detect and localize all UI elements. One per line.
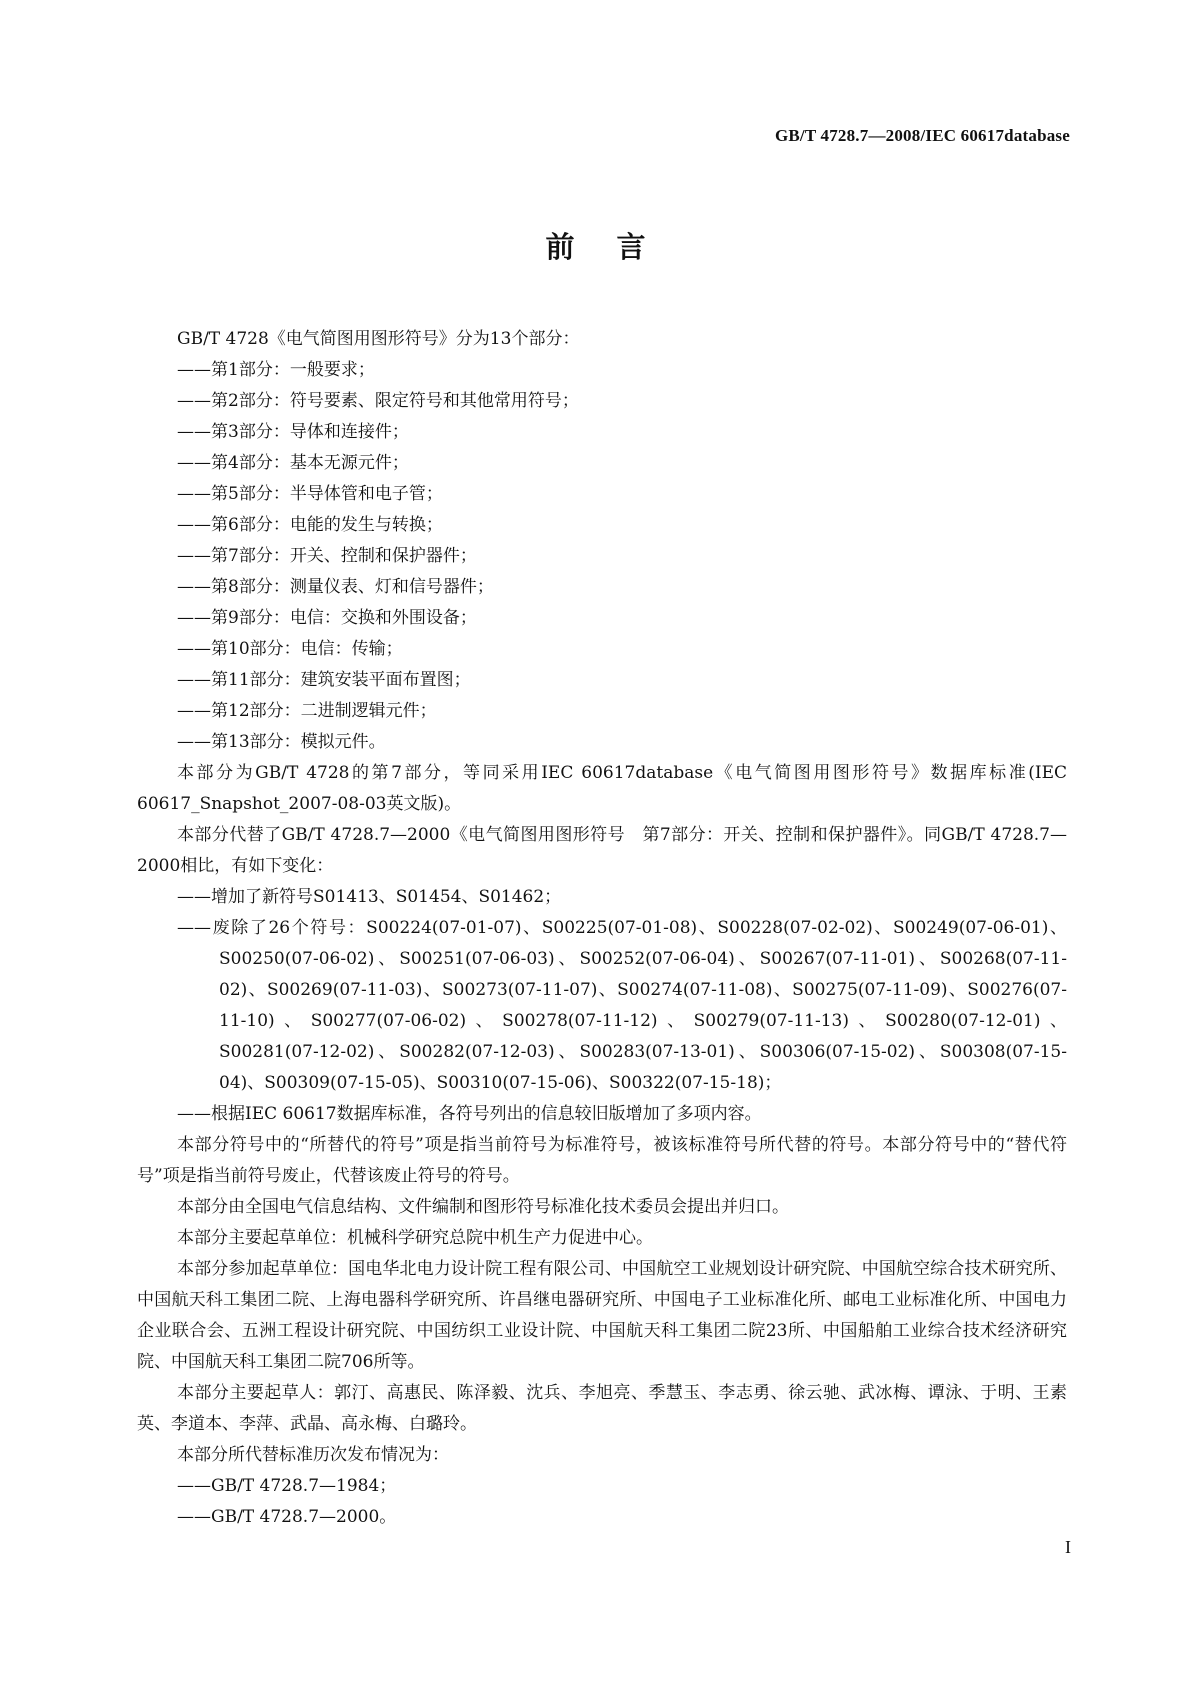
standard-code-header: GB/T 4728.7—2008/IEC 60617database	[774, 126, 1070, 145]
list-item: ——第4部分：基本无源元件；	[177, 453, 409, 473]
list-item: ——第2部分：符号要素、限定符号和其他常用符号；	[177, 391, 579, 411]
page-number: I	[1065, 1537, 1071, 1557]
list-item: ——第1部分：一般要求；	[177, 360, 375, 380]
adoption-paragraph: 本部分为GB/T 4728的第7部分，等同采用IEC 60617database《电气简图用图形符号》数据库标准(IEC 60617_Snapshot_2007-08-03英文版)。	[137, 763, 1067, 814]
intro-paragraph: GB/T 4728《电气简图用图形符号》分为13个部分：	[177, 329, 580, 349]
list-item: ——第10部分：电信：传输；	[177, 639, 403, 659]
list-item: ——第5部分：半导体管和电子管；	[177, 484, 443, 504]
proposed-by-paragraph: 本部分由全国电气信息结构、文件编制和图形符号标准化技术委员会提出并归口。	[177, 1197, 789, 1217]
history-list	[137, 1471, 1067, 1533]
list-item: ——第8部分：测量仪表、灯和信号器件；	[177, 577, 494, 597]
symbol-note-paragraph: 本部分符号中的“所替代的符号”项是指当前符号为标准符号，被该标准符号所代替的符号。本部分符号中的“替代符号”项是指当前符号废止，代替该废止符号的符号。	[137, 1135, 1067, 1186]
drafters-paragraph: 本部分主要起草人：郭汀、高惠民、陈泽毅、沈兵、李旭亮、季慧玉、李志勇、徐云驰、武冰梅、谭泳、于明、王素英、李道本、李萍、武晶、高永梅、白璐玲。	[137, 1383, 1067, 1434]
list-item: ——根据IEC 60617数据库标准，各符号列出的信息较旧版增加了多项内容。	[177, 1104, 762, 1124]
main-drafter-unit-paragraph: 本部分主要起草单位：机械科学研究总院中机生产力促进中心。	[177, 1228, 653, 1248]
history-intro-paragraph: 本部分所代替标准历次发布情况为：	[177, 1445, 449, 1465]
list-item: ——GB/T 4728.7—2000。	[177, 1507, 397, 1527]
list-item: ——第13部分：模拟元件。	[177, 732, 386, 752]
participating-units-paragraph: 本部分参加起草单位：国电华北电力设计院工程有限公司、中国航空工业规划设计研究院、中国航空综合技术研究所、中国航天科工集团二院、上海电器科学研究所、许昌继电器研究所、中国电子工业标准化所、邮电工业标准化所、中国电力企业联合会、五洲工程设计研究院、中国纺织工业设计院、中国航天科工集团二院23所、中国船舶工业综合技术经济研究院、中国航天科工集团二院706所等。	[137, 1259, 1067, 1372]
list-item: ——第6部分：电能的发生与转换；	[177, 515, 443, 535]
list-item: ——GB/T 4728.7—1984；	[177, 1476, 397, 1496]
list-item: ——废除了26个符号：S00224(07-01-07)、S00225(07-01-08)、S00228(07-02-02)、S00249(07-06-01)、S00250(07-06-02)、S00251(07-06-03)、S00252(07-06-04)、S00267(07-11-01)、S00268(07-11-02)、S00269(07-11-03)、S00273(07-11-07)、S00274(07-11-08)、S00275(07-11-09)、S00276(07-11-10)、S00277(07-06-02)、S00278(07-11-12)、S00279(07-11-13)、S00280(07-12-01)、S00281(07-12-02)、S00282(07-12-03)、S00283(07-13-01)、S00306(07-15-02)、S00308(07-15-04)、S00309(07-15-05)、S00310(07-15-06)、S00322(07-15-18)；	[177, 918, 1067, 1093]
list-item: ——第12部分：二进制逻辑元件；	[177, 701, 437, 721]
changes-list	[137, 882, 1067, 1130]
list-item: ——增加了新符号S01413、S01454、S01462；	[177, 887, 562, 907]
parts-list	[137, 355, 1067, 758]
page-title: 前言	[545, 230, 688, 264]
list-item: ——第7部分：开关、控制和保护器件；	[177, 546, 477, 566]
foreword-body	[137, 324, 1067, 1533]
replacement-paragraph: 本部分代替了GB/T 4728.7—2000《电气简图用图形符号 第7部分：开关、控制和保护器件》。同GB/T 4728.7—2000相比，有如下变化：	[137, 825, 1067, 876]
list-item: ——第11部分：建筑安装平面布置图；	[177, 670, 471, 690]
list-item: ——第3部分：导体和连接件；	[177, 422, 409, 442]
list-item: ——第9部分：电信：交换和外围设备；	[177, 608, 477, 628]
